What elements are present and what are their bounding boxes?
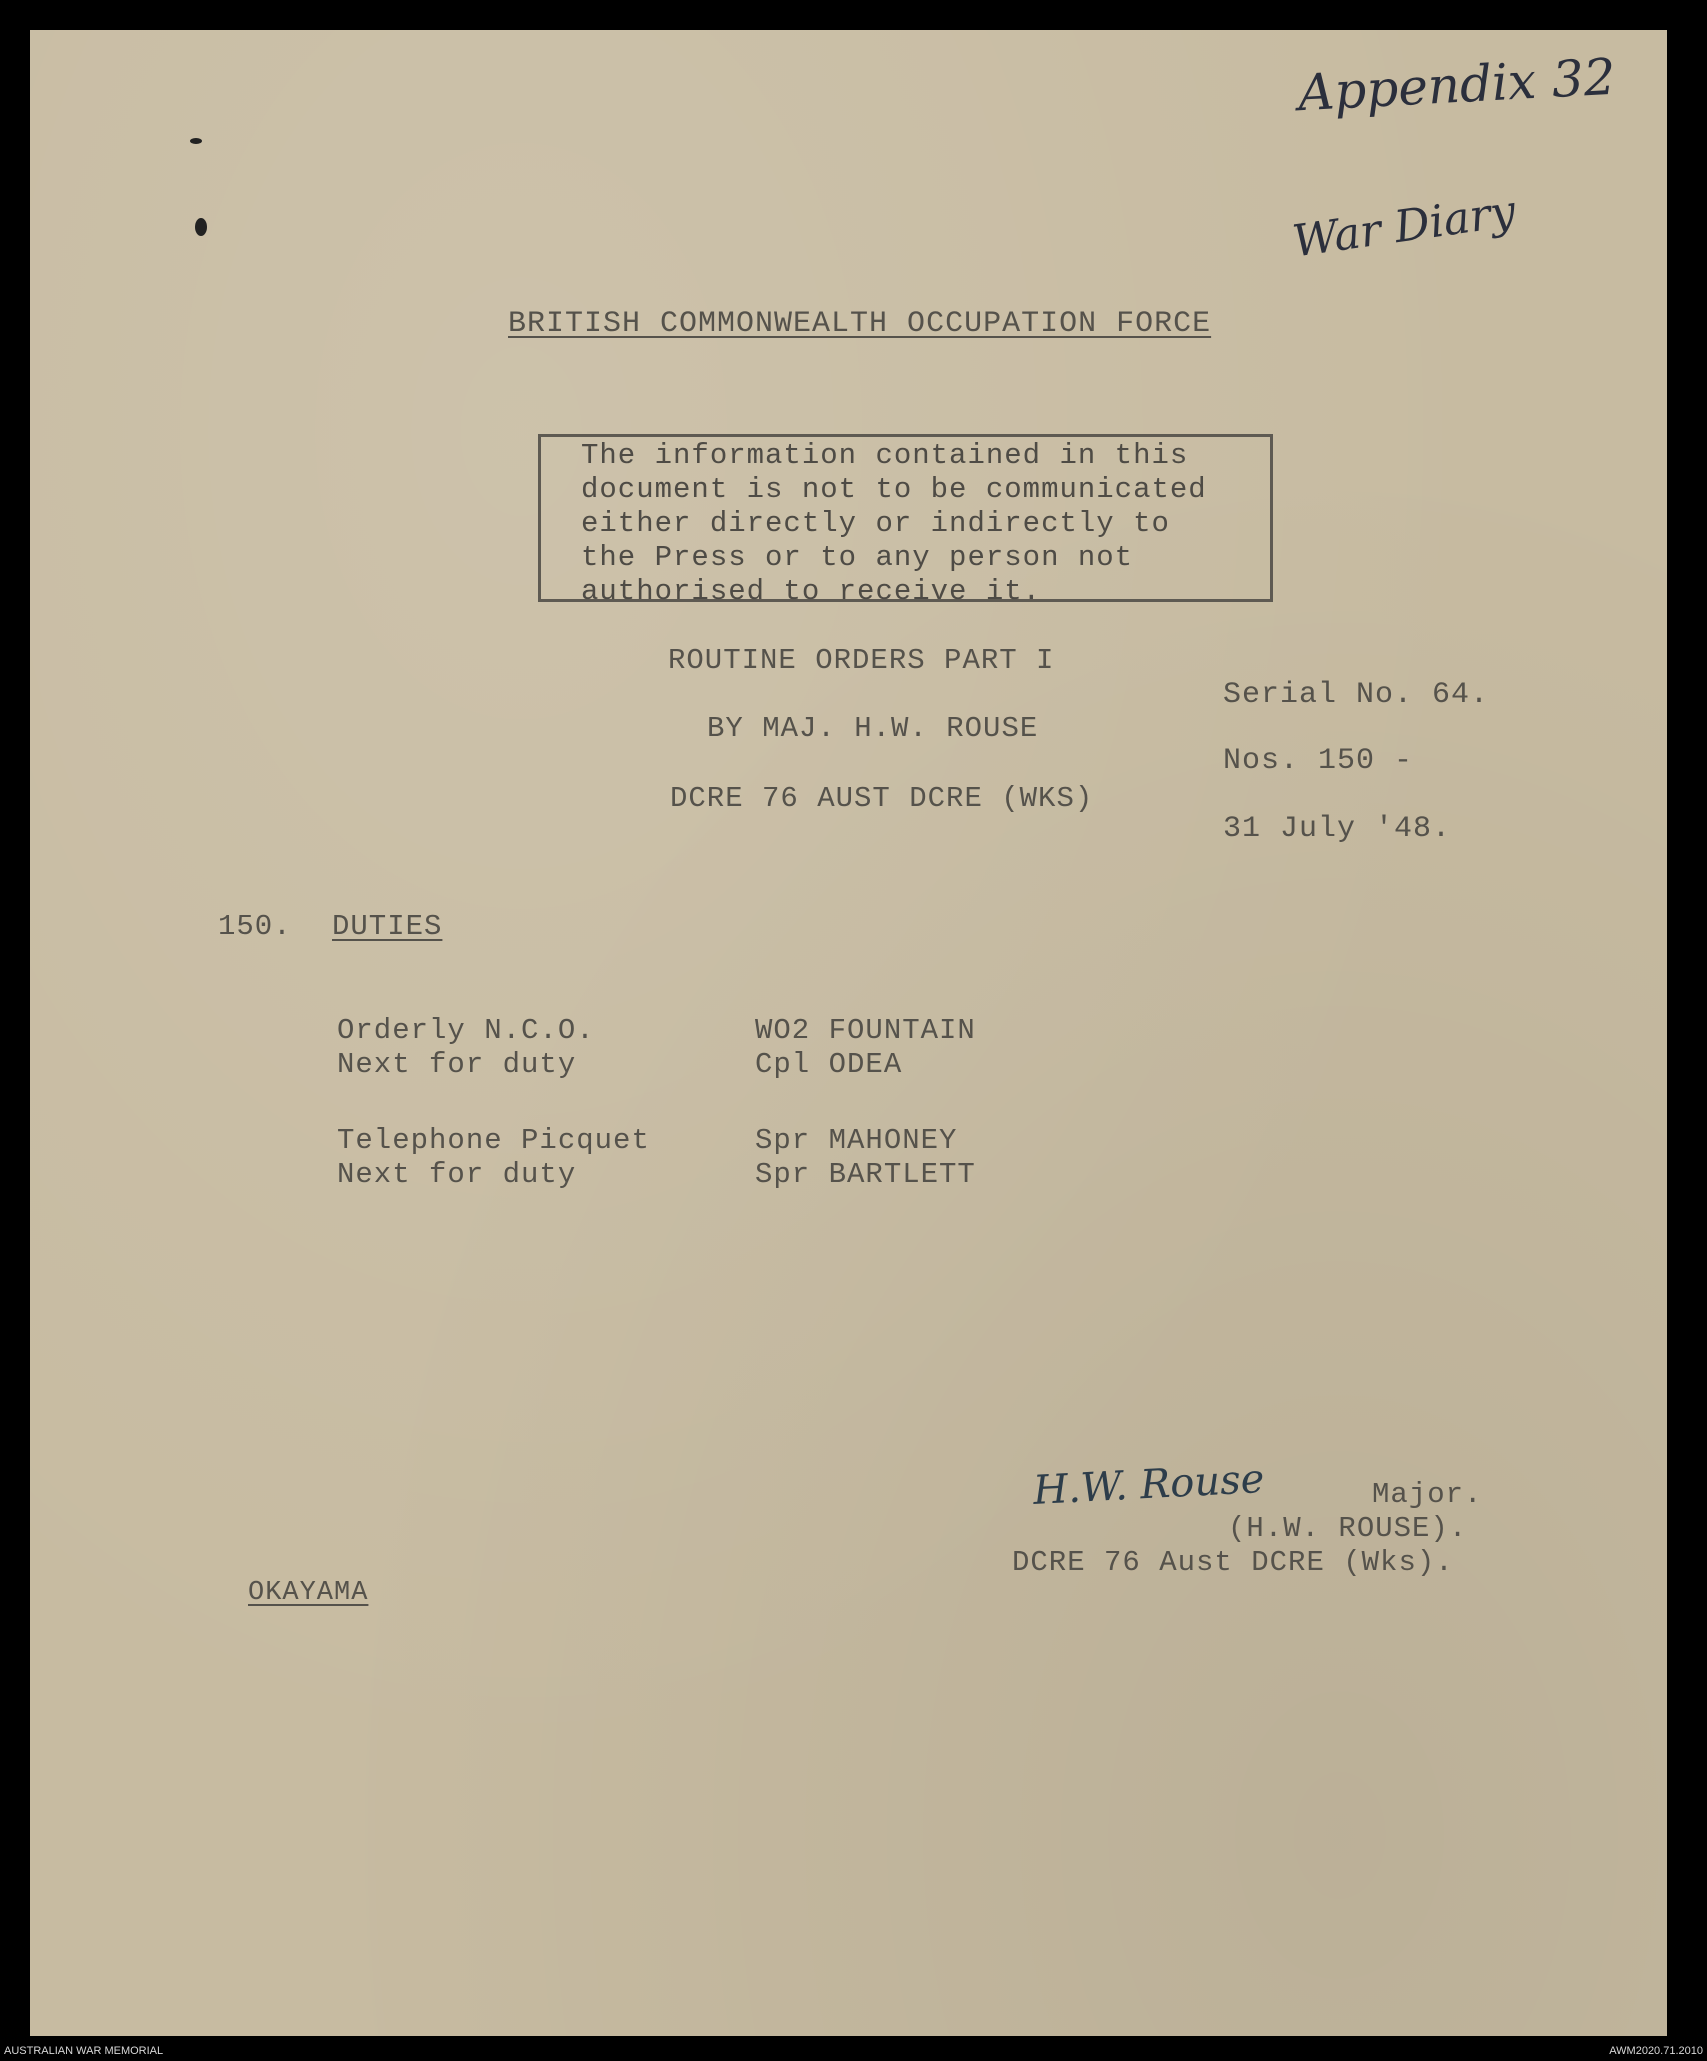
notice-line: the Press or to any person not: [581, 541, 1134, 574]
duty-role: Orderly N.C.O.: [337, 1014, 595, 1047]
binder-hole-mark-top: [190, 138, 202, 144]
duty-role: Next for duty: [337, 1048, 577, 1081]
section-title: DUTIES: [332, 910, 443, 943]
order-numbers: Nos. 150 -: [1223, 744, 1414, 778]
order-date: 31 July '48.: [1223, 812, 1452, 846]
notice-line: either directly or indirectly to: [581, 507, 1170, 540]
duty-role: Next for duty: [337, 1158, 577, 1191]
footer-reference: AWM2020.71.2010: [1609, 2045, 1703, 2057]
notice-line: document is not to be communicated: [581, 473, 1207, 506]
order-heading-line1: ROUTINE ORDERS PART I: [668, 644, 1055, 677]
signature-rank: Major.: [1372, 1478, 1483, 1511]
appendix-annotation: Appendix 32: [1296, 47, 1617, 123]
order-heading-line3: DCRE 76 AUST DCRE (WKS): [670, 782, 1094, 815]
notice-line: The information contained in this: [581, 439, 1189, 472]
handwritten-signature: H.W. Rouse: [1031, 1455, 1266, 1515]
footer-institution: AUSTRALIAN WAR MEMORIAL: [4, 2045, 164, 2057]
signature-name: (H.W. ROUSE).: [1228, 1512, 1468, 1545]
serial-number: Serial No. 64.: [1223, 678, 1490, 712]
duty-name: Spr BARTLETT: [755, 1158, 976, 1191]
binder-hole-mark-bottom: [195, 218, 207, 236]
notice-line: authorised to receive it.: [581, 575, 1042, 608]
war-diary-annotation: War Diary: [1289, 185, 1519, 268]
document-page: [30, 30, 1667, 2036]
duty-name: Spr MAHONEY: [755, 1124, 958, 1157]
document-title: BRITISH COMMONWEALTH OCCUPATION FORCE: [508, 307, 1212, 341]
section-number: 150.: [218, 910, 292, 943]
location: OKAYAMA: [248, 1578, 369, 1608]
duty-name: WO2 FOUNTAIN: [755, 1014, 976, 1047]
signature-unit: DCRE 76 Aust DCRE (Wks).: [1012, 1546, 1454, 1579]
duty-role: Telephone Picquet: [337, 1124, 650, 1157]
order-heading-line2: BY MAJ. H.W. ROUSE: [707, 712, 1039, 745]
duty-name: Cpl ODEA: [755, 1048, 903, 1081]
security-notice-box: [538, 434, 1273, 608]
